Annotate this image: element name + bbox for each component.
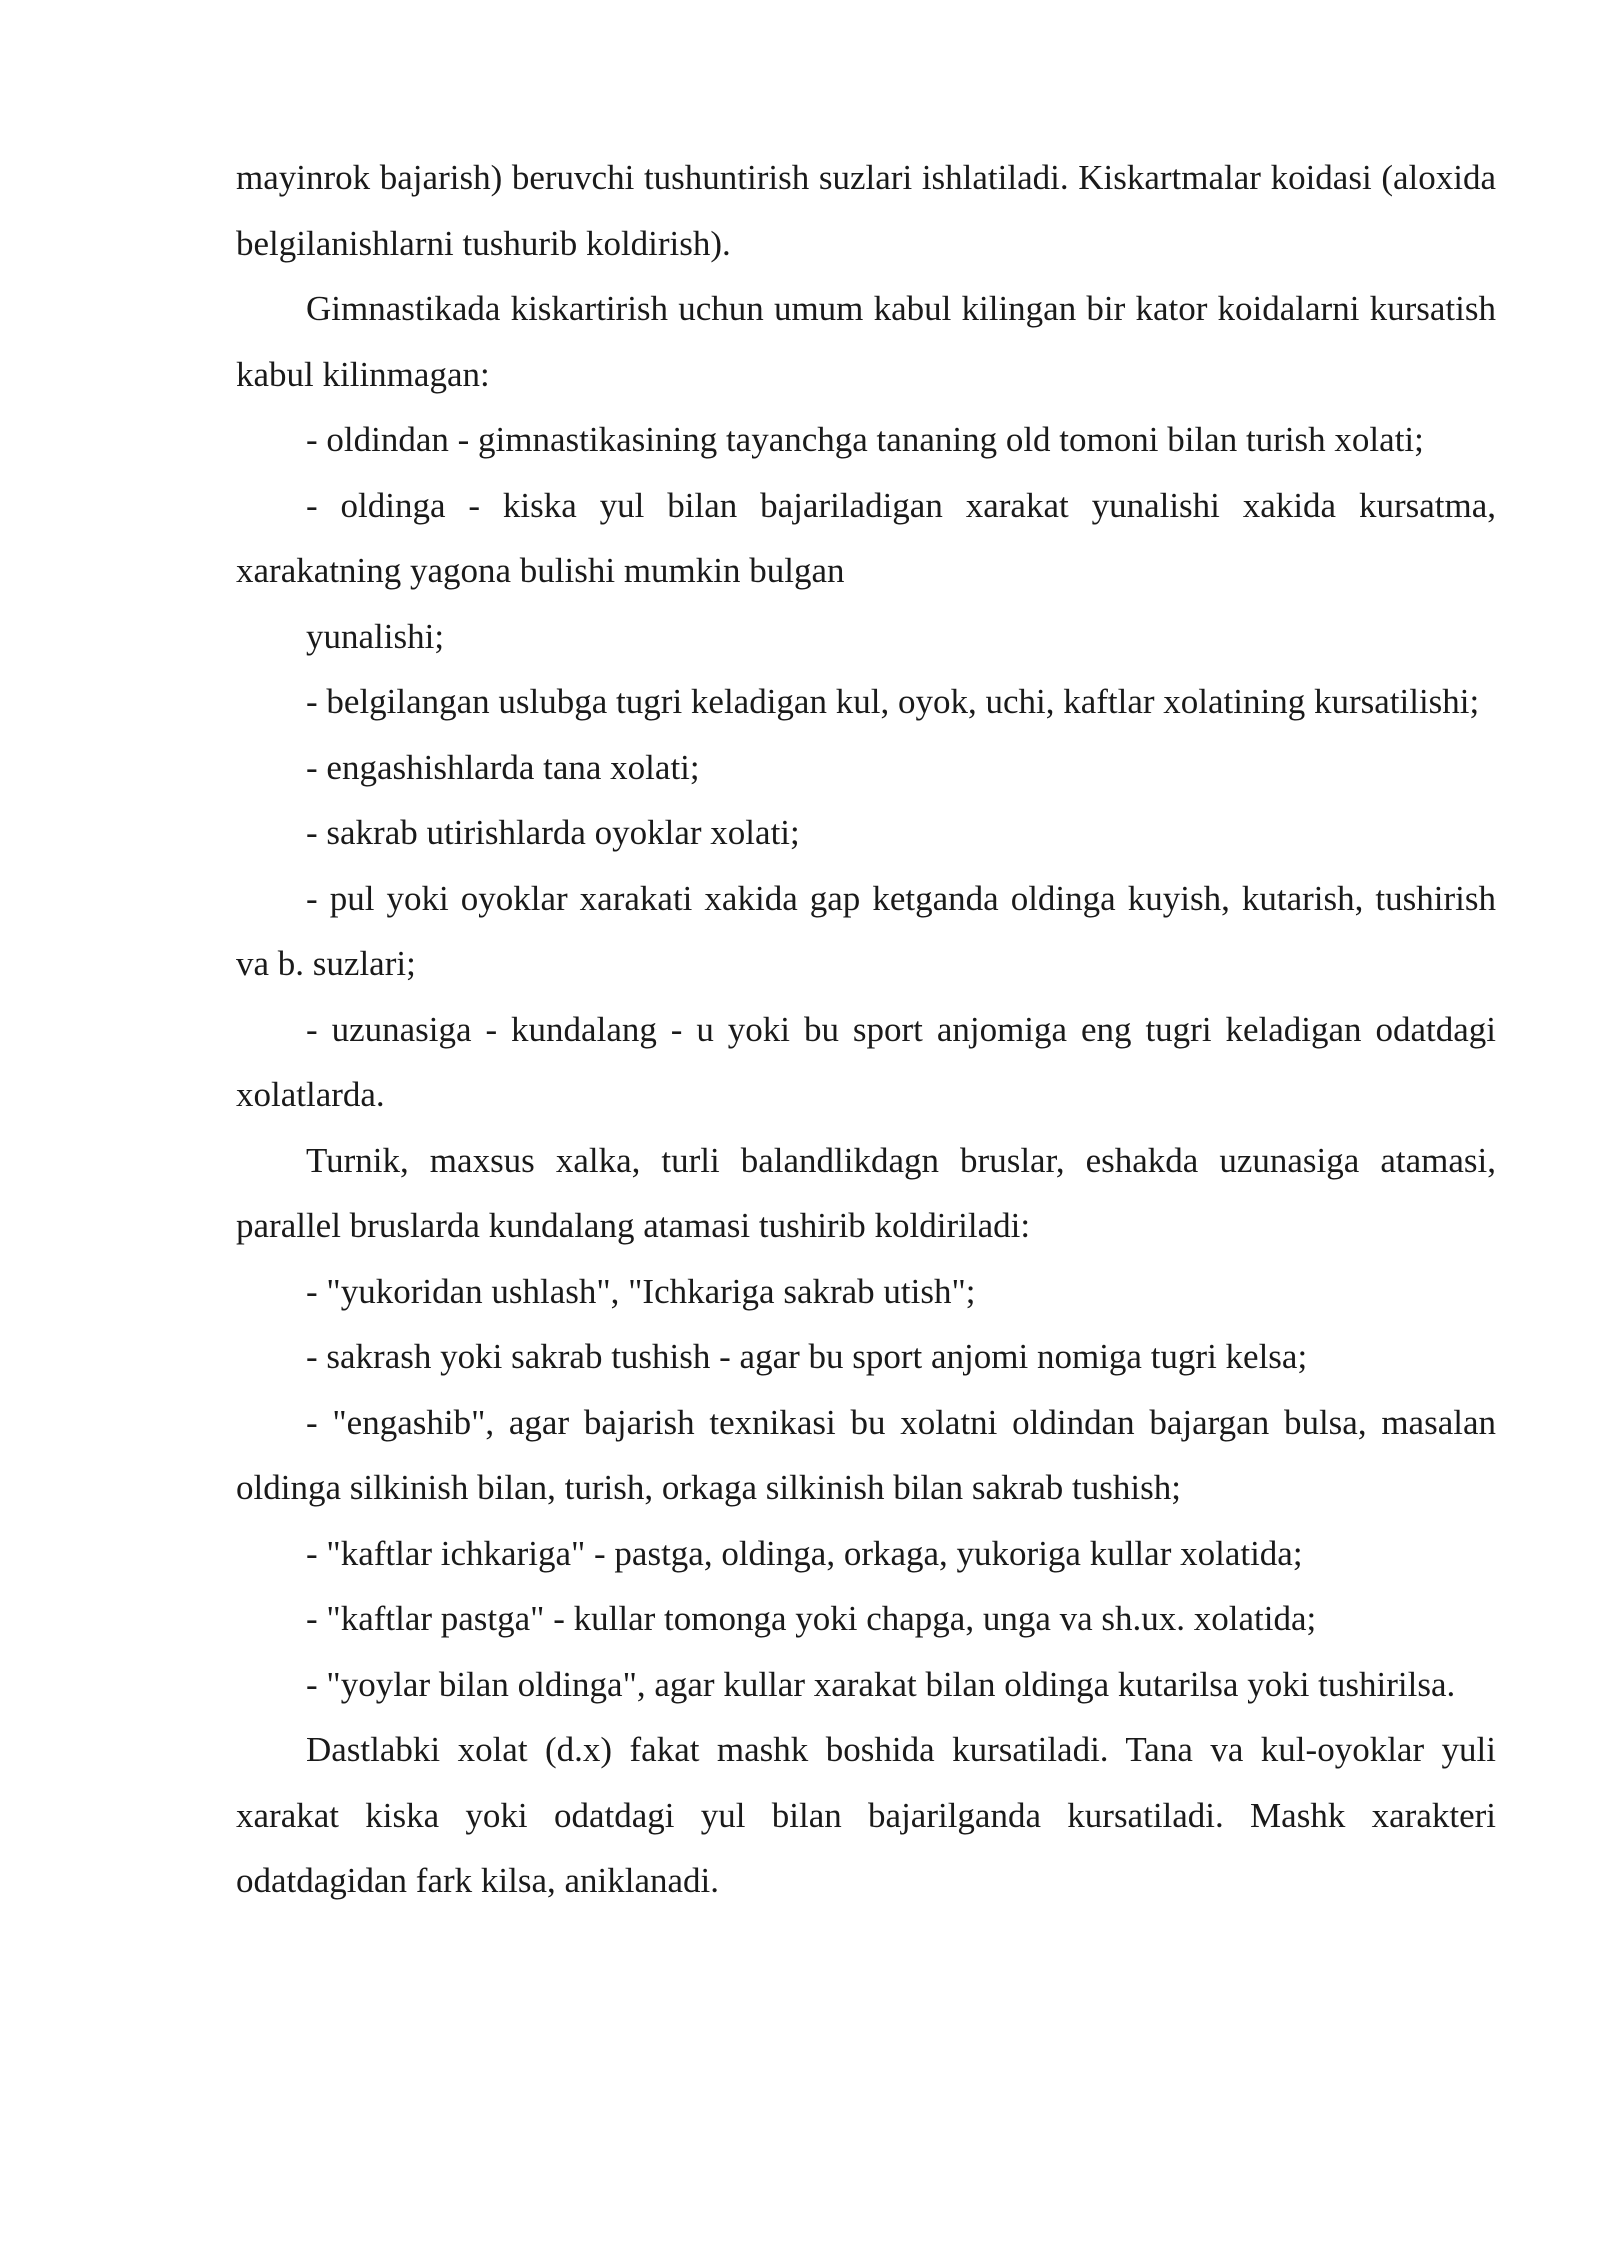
list-item-engashib: - "engashib", agar bajarish texnikasi bu xolatni oldindan bajargan bulsa, masalan oldinga silkinish bilan, turish, orkaga silkinish bilan sakrab tushish;	[236, 1402, 1496, 1507]
list-item-uzunasiga: - uzunasiga - kundalang - u yoki bu sport anjomiga eng tugri keladigan odatdagi xolatlarda.	[236, 1009, 1496, 1114]
list-item-oldinga: - oldinga - kiska yul bilan bajariladigan xarakat yunalishi xakida kursatma, xarakatning yagona bulishi mumkin bulgan	[236, 485, 1496, 590]
document-body	[236, 145, 1496, 1914]
list-item-engashishlarda: - engashishlarda tana xolati;	[306, 747, 700, 787]
paragraph-turnik: Turnik, maxsus xalka, turli balandlikdagn bruslar, eshakda uzunasiga atamasi, parallel bruslarda kundalang atamasi tushirib koldiriladi:	[236, 1140, 1496, 1245]
list-item-oldindan: - oldindan - gimnastikasining tayanchga tananing old tomoni bilan turish xolati;	[306, 420, 1424, 459]
list-item-yoylar: - "yoylar bilan oldinga", agar kullar xarakat bilan oldinga kutarilsa yoki tushirilsa.	[306, 1664, 1456, 1704]
list-item-sakrab-utirishlarda: - sakrab utirishlarda oyoklar xolati;	[306, 813, 800, 852]
list-item-sakrash: - sakrash yoki sakrab tushish - agar bu sport anjomi nomiga tugri kelsa;	[306, 1337, 1308, 1376]
paragraph-dastlabki-xolat: Dastlabki xolat (d.x) fakat mashk boshida kursatiladi. Tana va kul-oyoklar yuli xarakat kiska yoki odatdagi yul bilan bajarilganda kursatiladi. Mashk xarakteri odatdagidan fark kilsa, aniklanadi.	[236, 1730, 1496, 1900]
list-item-pul-yoki: - pul yoki oyoklar xarakati xakida gap ketganda oldinga kuyish, kutarish, tushirish va b. suzlari;	[236, 878, 1496, 983]
list-item-belgilangan: - belgilangan uslubga tugri keladigan kul, oyok, uchi, kaftlar xolatining kursatilishi;	[306, 682, 1480, 721]
list-item-kaftlar-pastga: - "kaftlar pastga" - kullar tomonga yoki chapga, unga va sh.ux. xolatida;	[306, 1599, 1317, 1638]
list-item-yukoridan-ushlash: - "yukoridan ushlash", "Ichkariga sakrab utish";	[306, 1271, 976, 1311]
paragraph-continuation: mayinrok bajarish) beruvchi tushuntirish suzlari ishlatiladi. Kiskartmalar koidasi (aloxida belgilanishlarni tushurib koldirish).	[236, 158, 1496, 263]
list-item-yunalishi: yunalishi;	[306, 616, 445, 656]
paragraph-gimnastikada: Gimnastikada kiskartirish uchun umum kabul kilingan bir kator koidalarni kursatish kabul kilinmagan:	[236, 289, 1496, 394]
list-item-kaftlar-ichkariga: - "kaftlar ichkariga" - pastga, oldinga, orkaga, yukoriga kullar xolatida;	[306, 1533, 1303, 1573]
